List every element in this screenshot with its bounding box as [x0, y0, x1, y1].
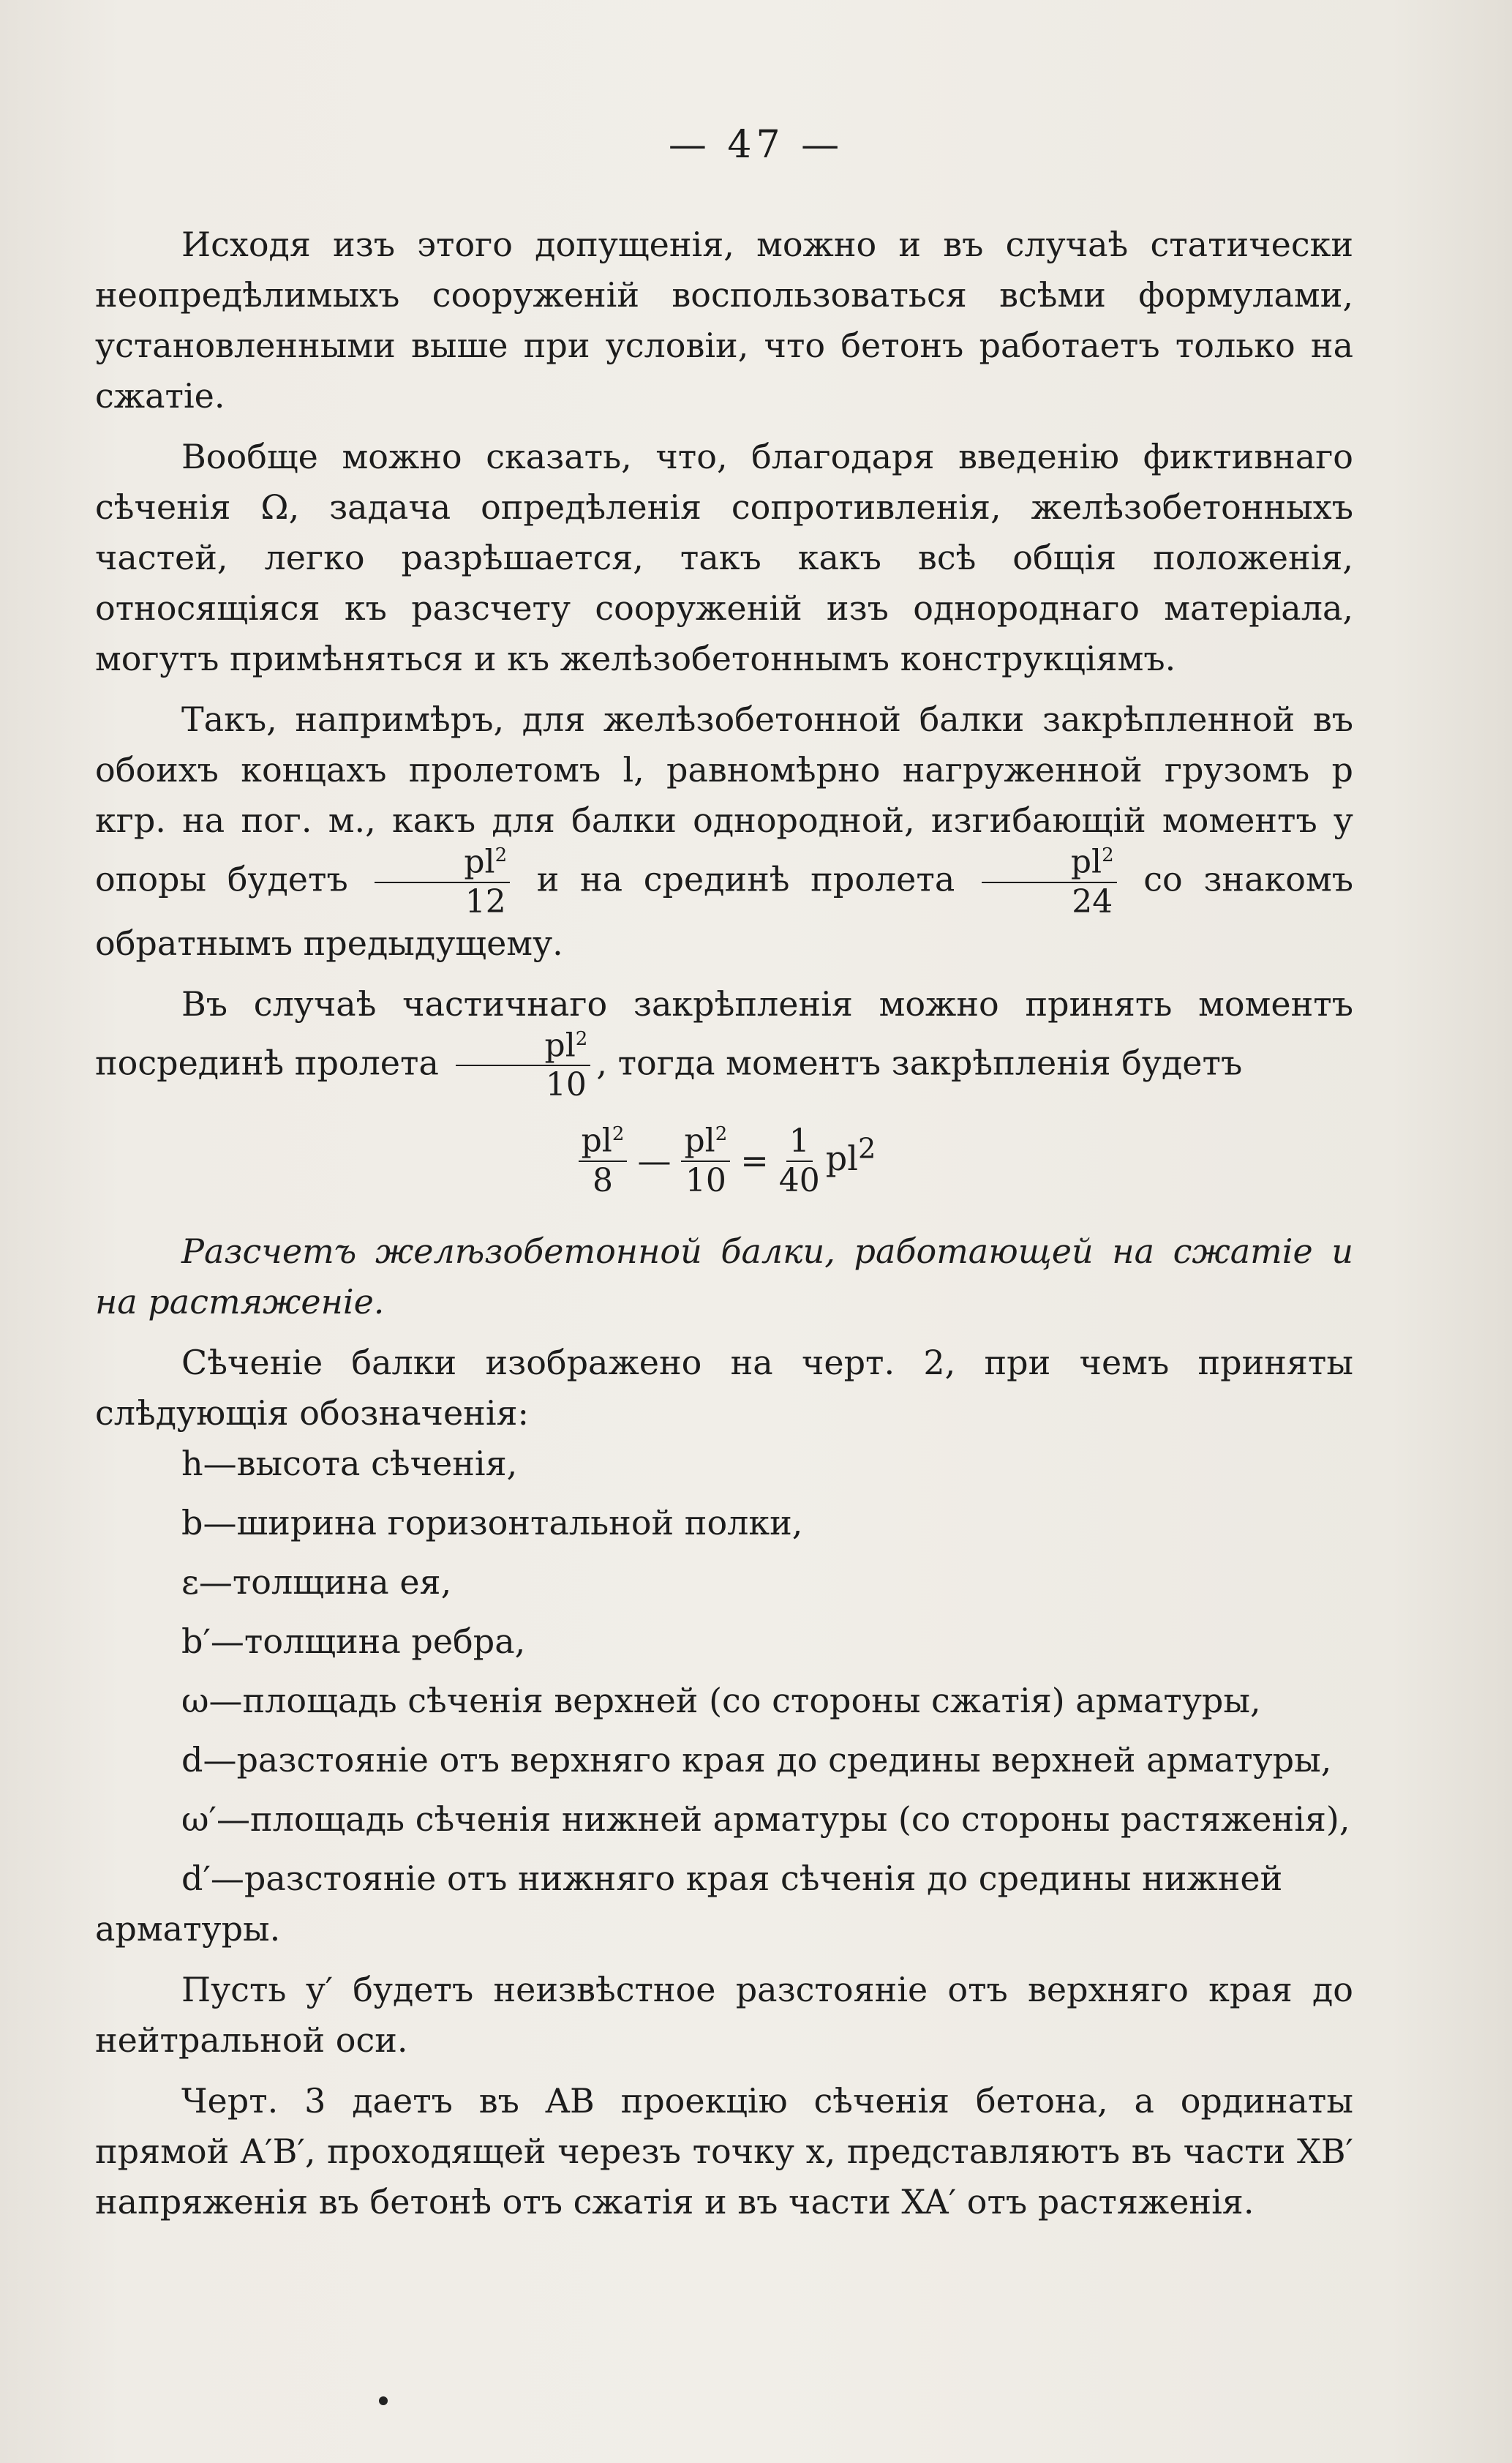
paragraph-6: Пусть y′ будетъ неизвѣстное разстояніе отъ верхняго края до нейтральной оси.	[95, 1969, 1353, 2060]
page-body	[95, 220, 1353, 2227]
formula-minus: —	[637, 1141, 672, 1181]
paragraph-3	[95, 694, 1353, 969]
notation-list	[95, 1439, 1353, 1954]
fraction-numerator: pl	[1070, 843, 1102, 881]
formula-term-2	[681, 1122, 730, 1199]
fraction-exponent: 2	[1102, 844, 1114, 866]
paragraph-3-text-c: со знакомъ обратнымъ предыдущему.	[95, 859, 1353, 963]
formula-tail	[825, 1132, 876, 1178]
fraction-denominator: 10	[545, 1066, 587, 1104]
paragraph-1: Исходя изъ этого допущенія, можно и въ случаѣ статически неопредѣлимыхъ сооруженій воспользоваться всѣми формулами, установленными выше при условіи, что бетонъ работаетъ только на сжатіе.	[95, 225, 1353, 416]
formula-term-2-denominator: 10	[685, 1161, 726, 1199]
formula-term-3-denominator: 40	[778, 1161, 820, 1199]
fraction-exponent: 2	[575, 1027, 588, 1050]
fraction-denominator: 12	[464, 882, 506, 921]
formula-term-3	[778, 1122, 820, 1199]
fraction-partial-moment	[456, 1027, 591, 1104]
page-number: — 47 —	[668, 123, 844, 167]
formula-tail-base: pl	[825, 1138, 858, 1178]
formula-term-2-numerator: pl	[684, 1122, 715, 1160]
fraction-midspan-moment	[982, 843, 1117, 921]
notation-item: b—ширина горизонтальной полки,	[181, 1502, 803, 1542]
notation-item: ω′—площадь сѣченія нижней арматуры (со стороны растяженія),	[181, 1799, 1350, 1839]
fraction-support-moment	[375, 843, 510, 921]
formula-term-1-denominator: 8	[593, 1161, 614, 1199]
notation-item: h—высота сѣченія,	[181, 1443, 518, 1483]
paragraph-3-text-a: Такъ, напримѣръ, для желѣзобетонной балки закрѣпленной въ обоихъ концахъ пролетомъ l, равномѣрно нагруженной грузомъ p кгр. на пог. м., какъ для балки однородной, изгибающій моментъ у опоры будетъ	[95, 700, 1353, 899]
section-heading: Разсчетъ желѣзобетонной балки, работающей на сжатіе и на растяженіе.	[95, 1231, 1353, 1322]
paragraph-2: Вообще можно сказать, что, благодаря введенію фиктивнаго сѣченія Ω, задача опредѣленія сопротивленія, желѣзобетонныхъ частей, легко разрѣшается, такъ какъ всѣ общія положенія, относящіяся къ разсчету сооруженій изъ однороднаго матеріала, могутъ примѣняться и къ желѣзобетоннымъ конструкціямъ.	[95, 437, 1353, 678]
paragraph-4-text-a: Въ случаѣ частичнаго закрѣпленія можно принять моментъ посрединѣ пролета	[95, 983, 1353, 1082]
notation-item: d—разстояніе отъ верхняго края до средины верхней арматуры,	[181, 1739, 1332, 1780]
moment-formula	[95, 1123, 1353, 1197]
fraction-exponent: 2	[494, 844, 508, 866]
formula-term-3-numerator: 1	[786, 1125, 813, 1162]
notation-item: d′—разстояніе отъ нижняго края сѣченія до средины нижней арматуры.	[95, 1858, 1283, 1949]
formula-equals: =	[740, 1141, 769, 1181]
paragraph-3-text-b: и на срединѣ пролета	[536, 859, 955, 899]
paragraph-7: Черт. 3 даетъ въ AB проекцію сѣченія бетона, а ординаты прямой A′B′, проходящей черезъ точку x, представляютъ въ части XB′ напряженія въ бетонѣ отъ сжатія и въ части XA′ отъ растяженія.	[95, 2080, 1353, 2222]
formula-term-1-exponent: 2	[612, 1123, 625, 1146]
formula-tail-exponent: 2	[857, 1132, 876, 1166]
formula-term-1-numerator: pl	[581, 1122, 612, 1160]
formula-term-2-exponent: 2	[715, 1123, 728, 1146]
notation-item: ω—площадь сѣченія верхней (со стороны сжатія) арматуры,	[181, 1680, 1261, 1720]
fraction-numerator: pl	[544, 1027, 576, 1065]
notation-item: b′—толщина ребра,	[181, 1621, 526, 1661]
paragraph-5: Сѣченіе балки изображено на черт. 2, при чемъ приняты слѣдующія обозначенія:	[95, 1342, 1353, 1433]
paragraph-4	[95, 979, 1353, 1102]
ink-speck	[379, 2396, 388, 2405]
fraction-denominator: 24	[1072, 882, 1113, 921]
formula-term-1	[579, 1122, 628, 1199]
paragraph-4-text-b: , тогда моментъ закрѣпленія будетъ	[596, 1042, 1243, 1082]
notation-item: ε—толщина ея,	[181, 1562, 452, 1602]
fraction-numerator: pl	[464, 843, 495, 881]
